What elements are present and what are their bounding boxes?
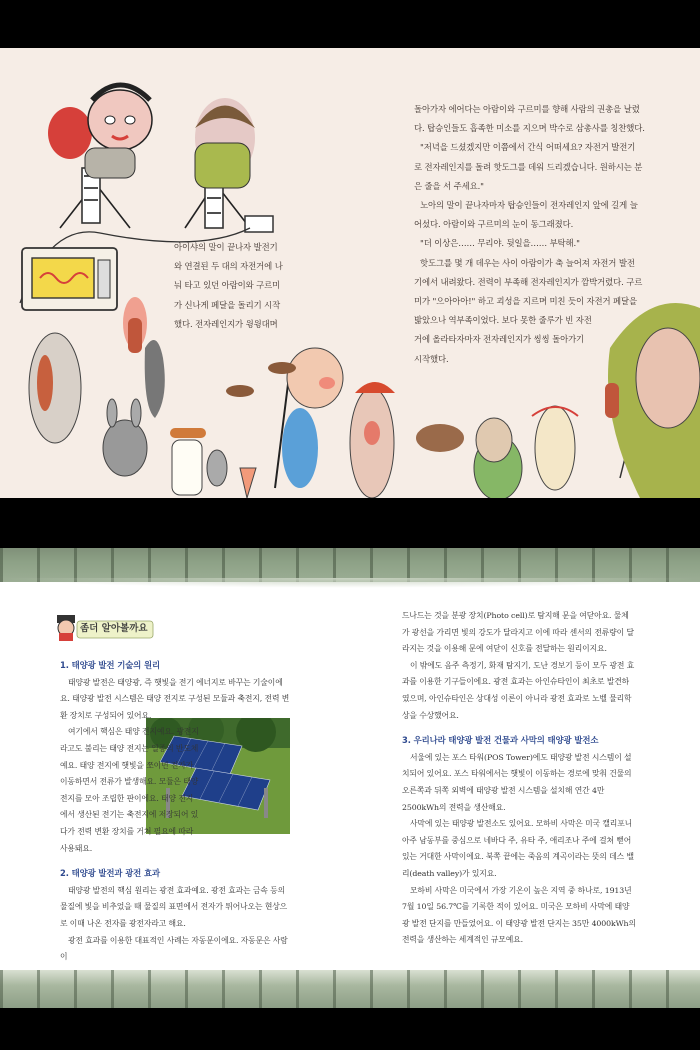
story-line: 로 전자레인지를 돌려 핫도그를 데워 드리겠습니다. 원하시는 분 (414, 161, 643, 172)
microwave-oven (22, 248, 117, 310)
paragraph: 사막에 있는 태양광 발전소도 있어요. 모하비 사막은 미국 캘리포니아주 남동부를 중심으로 네바다 주, 유타 주, 애리조나 주에 걸쳐 뻗어 있는 거대한 사막이에요. 북쪽 끝에는 죽음의 계곡이라는 뜻의 데스 밸리(death valley)가 있지요. (402, 819, 634, 878)
story-spread (0, 48, 700, 498)
story-line: 거에 올라타자마자 전자레인지가 씽씽 돌아가기 (414, 334, 585, 345)
story-line: 했다. 전자레인지가 윙윙대며 (174, 318, 278, 329)
story-line: 와 연결된 두 대의 자전거에 나 (174, 261, 283, 272)
paragraph: 서울에 있는 포스 타워(POS Tower)에도 태양광 발전 시스템이 설치되어 있어요. 포스 타워에서는 햇빛이 이동하는 경로에 맞춰 건물의 오른쪽과 뒤쪽 외벽에 태양광 발전 시스템을 설치해 연간 4만 2500kWh의 전력을 생산해요. (402, 752, 632, 812)
story-line: 노아의 말이 끝나자마자 탑승인들이 전자레인지 앞에 길게 늘 (420, 200, 638, 211)
section-heading-2: 2. 태양광 발전과 광전 효과 (60, 868, 160, 879)
paragraph: 모하비 사막은 미국에서 가장 기온이 높은 지역 중 하나로, 1913년 7월 10일 56.7℃를 기록한 적이 있어요. 미국은 모하비 사막에 태양광 발전 단지를 만들었어요. 이 태양광 발전 단지는 35만 4000kWh의 전력을 생산하는 세계적인 규모예요. (402, 885, 636, 945)
story-line: 은 줄을 서 주세요." (414, 180, 484, 191)
story-line: 돌아가자 에어다는 아람이와 구르미를 향해 사람의 권총을 날렸 (414, 104, 640, 114)
mascot-icon (57, 615, 75, 641)
info-spread (0, 548, 700, 1008)
paragraph: 여기에서 핵심은 태양 전지예요. 광전지라고도 불리는 태양 전지는 일종의 반도체예요. 태양 전지에 햇빛을 쪼이면 전자가 이동하면서 전류가 발생해요. 모듈은 태양 전지를 모아 조립한 판이에요. 태양 전지에서 생산된 전기는 축전지에 저장되어 있다가 전력 변환 장치를 거쳐 필요에 따라 사용돼요. (60, 727, 199, 853)
story-line: 다. 탑승인들도 흡족한 미소를 지으며 박수로 삼총사를 칭찬했다. (414, 123, 645, 134)
info-column-left (60, 653, 290, 966)
story-line: 가 신나게 페달을 돌리기 시작 (174, 299, 281, 310)
story-line: 기에서 내려왔다. 전력이 부족해 전자레인지가 깜박거렸다. 구르 (414, 276, 643, 287)
paragraph: 태양광 발전의 핵심 원리는 광전 효과예요. 광전 효과는 금속 등의 물질에 빛을 비추었을 때 물질의 표면에서 전자가 튀어나오는 현상으로 이때 나온 전자를 광전자라고 해요. (60, 885, 288, 928)
story-line: "저녁을 드셨겠지만 이쯤에서 간식 어떠세요? 자전거 발전기 (420, 142, 636, 153)
paragraph: 태양광 발전은 태양광, 즉 햇빛을 전기 에너지로 바꾸는 기술이에요. 태양광 발전 시스템은 태양 전지로 구성된 모듈과 축전지, 전력 변환 장치로 구성되어 있어요. (60, 677, 290, 720)
section-heading-1: 1. 태양광 발전 기술의 원리 (60, 660, 160, 670)
rider-green (195, 98, 255, 188)
story-line: 핫도그를 몇 개 데우는 사이 아람이가 축 늘어져 자전거 발전 (420, 257, 635, 268)
paragraph: 드나드는 것을 분광 장치(Photo cell)로 탐지해 문을 여닫아요. 물체가 광선을 가리면 빛의 강도가 달라지고 이에 따라 센서의 전류량이 달라지는 것을 이용해 문에 여닫이 신호를 전달하는 원리이지요. (402, 611, 634, 654)
story-line: 미가 "으아아아!" 하고 괴성을 지르며 미친 듯이 자전거 페달을 (414, 296, 638, 307)
generator-box (245, 216, 273, 232)
section-badge-label: 좀더 알아볼까요 (80, 623, 148, 634)
info-column-right (402, 608, 636, 949)
story-text-right (414, 100, 652, 369)
section-heading-3: 3. 우리나라 태양광 발전 건물과 사막의 태양광 발전소 (402, 735, 599, 746)
story-line: 아이샤의 말이 끝나자 발전기 (174, 242, 278, 252)
story-line: 시작했다. (414, 353, 449, 364)
rider-red (48, 85, 152, 178)
story-line: 밟았으나 역부족이었다. 보다 못한 줄루가 빈 자전 (414, 315, 592, 326)
story-line: 어섰다. 아람이와 구르미의 눈이 동그래졌다. (414, 219, 574, 230)
bottom-grid-band (0, 970, 700, 1008)
story-line: "더 이상은…… 무리야. 뒷일을…… 부탁해." (420, 238, 580, 249)
story-line: 눠 타고 있던 아람이와 구르미 (174, 280, 281, 291)
paragraph: 이 밖에도 음주 측정기, 화재 탐지기, 도난 경보기 등이 모두 광전 효과를 이용한 기구들이에요. 광전 효과는 아인슈타인이 최초로 발견하였으며, 아인슈타인은 상대성 이론이 아니라 광전 효과로 노벨 물리학상을 수상했어요. (402, 660, 635, 720)
paragraph: 광전 효과를 이용한 대표적인 사례는 자동문이에요. 자동문은 사람이 (60, 935, 288, 962)
story-text-left (174, 238, 286, 334)
top-grid-band (0, 548, 700, 582)
